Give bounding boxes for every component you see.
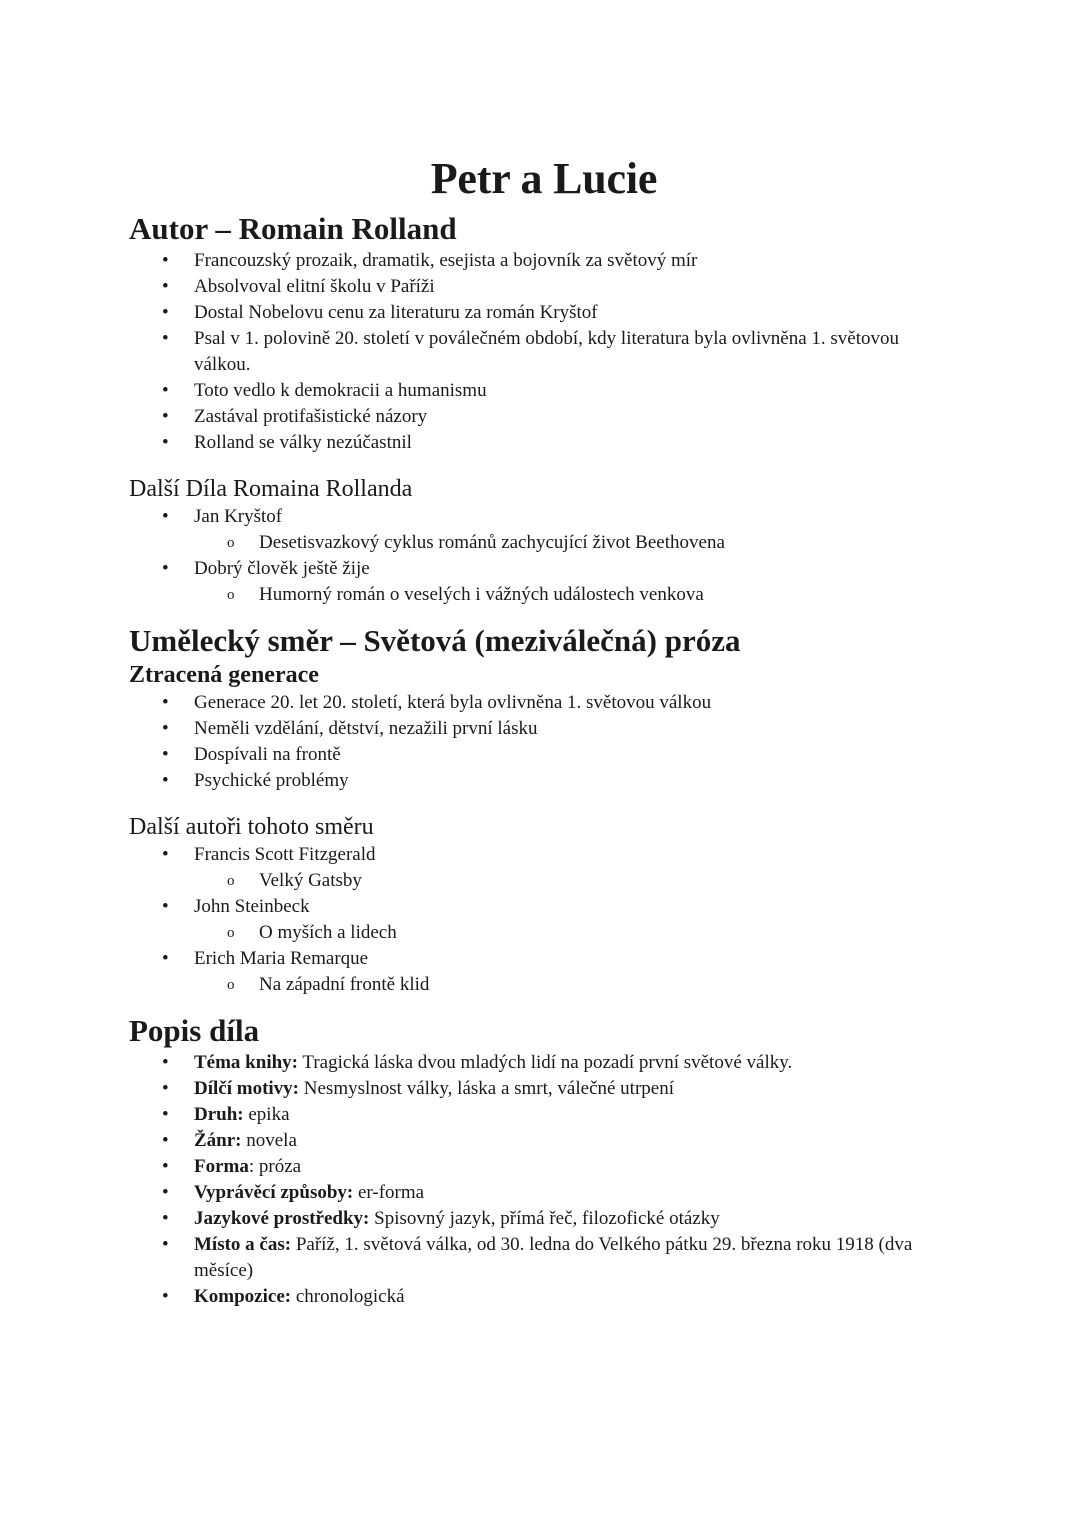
- section-popis-dila: [129, 1012, 959, 1310]
- list-item: [129, 1180, 959, 1206]
- bullet-disc-icon: •: [162, 1078, 169, 1099]
- bullet-disc-icon: •: [162, 558, 169, 579]
- list-item: • Generace 20. let 20. století, která byla ovlivněna 1. světovou válkou: [129, 690, 959, 716]
- item-value: er-forma: [353, 1182, 425, 1203]
- sub-list-item: o Na západní frontě klid: [129, 972, 959, 998]
- bullet-circle-icon: o: [227, 587, 235, 603]
- smer-list: [129, 690, 959, 794]
- heading-dalsi-dila: Další Díla Romaina Rollanda: [129, 476, 413, 502]
- item-value: Paříž, 1. světová válka, od 30. ledna do Velkého pátku 29. března roku 1918 (dva měsíce): [194, 1234, 913, 1281]
- list-item: • Toto vedlo k demokracii a humanismu: [129, 378, 959, 404]
- bullet-disc-icon: •: [162, 770, 169, 791]
- dalsi-autori-list: [129, 842, 959, 998]
- bullet-disc-icon: •: [162, 1130, 169, 1151]
- sub-list-item: o Humorný román o veselých i vážných událostech venkova: [129, 582, 959, 608]
- list-item: [129, 1284, 959, 1310]
- section-umelecky-smer: [129, 622, 959, 794]
- list-item: [129, 1206, 959, 1232]
- section-dalsi-dila: [129, 474, 959, 608]
- list-item: • Rolland se války nezúčastnil: [129, 430, 959, 456]
- list-item: • Dostal Nobelovu cenu za literaturu za román Kryštof: [129, 300, 959, 326]
- document-title: Petr a Lucie: [430, 154, 658, 203]
- bullet-disc-icon: •: [162, 1052, 169, 1073]
- bullet-disc-icon: •: [162, 250, 169, 271]
- bullet-disc-icon: •: [162, 406, 169, 427]
- bullet-disc-icon: •: [162, 692, 169, 713]
- item-key: Dílčí motivy:: [194, 1078, 300, 1099]
- item-value: Nesmyslnost války, láska a smrt, válečné utrpení: [299, 1078, 674, 1099]
- bullet-disc-icon: •: [162, 432, 169, 453]
- bullet-circle-icon: o: [227, 873, 235, 889]
- list-item: • Francouzský prozaik, dramatik, esejista a bojovník za světový mír: [129, 248, 959, 274]
- bullet-circle-icon: o: [227, 925, 235, 941]
- item-key: Druh:: [194, 1104, 244, 1125]
- bullet-disc-icon: •: [162, 844, 169, 865]
- item-value: epika: [243, 1104, 290, 1125]
- list-item: • John Steinbeck: [129, 894, 959, 920]
- bullet-disc-icon: •: [162, 506, 169, 527]
- bullet-disc-icon: •: [162, 380, 169, 401]
- subheading-ztracena-generace: Ztracená generace: [129, 662, 319, 688]
- bullet-disc-icon: •: [162, 1156, 169, 1177]
- item-key: Forma: [194, 1156, 249, 1177]
- popis-list: [129, 1050, 959, 1310]
- bullet-disc-icon: •: [162, 896, 169, 917]
- list-item: • Erich Maria Remarque: [129, 946, 959, 972]
- list-item: [129, 1102, 959, 1128]
- heading-autor: Autor – Romain Rolland: [129, 211, 457, 246]
- bullet-disc-icon: •: [162, 1234, 169, 1255]
- list-item: [129, 1232, 959, 1284]
- list-item: • Dospívali na frontě: [129, 742, 959, 768]
- bullet-disc-icon: •: [162, 718, 169, 739]
- bullet-circle-icon: o: [227, 535, 235, 551]
- list-item: • Zastával protifašistické názory: [129, 404, 959, 430]
- list-item: • Absolvoval elitní školu v Paříži: [129, 274, 959, 300]
- list-item: • Dobrý člověk ještě žije: [129, 556, 959, 582]
- sub-list-item: o O myších a lidech: [129, 920, 959, 946]
- sub-list-item: o Velký Gatsby: [129, 868, 959, 894]
- list-item: • Neměli vzdělání, dětství, nezažili první lásku: [129, 716, 959, 742]
- heading-popis-dila: Popis díla: [129, 1013, 260, 1048]
- item-value: chronologická: [291, 1286, 405, 1307]
- bullet-disc-icon: •: [162, 1208, 169, 1229]
- bullet-disc-icon: •: [162, 328, 169, 349]
- item-value: novela: [241, 1130, 297, 1151]
- list-item: [129, 1128, 959, 1154]
- bullet-disc-icon: •: [162, 1104, 169, 1125]
- heading-dalsi-autori: Další autoři tohoto směru: [129, 814, 374, 840]
- list-item: • Psychické problémy: [129, 768, 959, 794]
- dalsi-dila-list: [129, 504, 959, 608]
- item-value: : próza: [248, 1156, 302, 1177]
- item-value: Spisovný jazyk, přímá řeč, filozofické otázky: [369, 1208, 720, 1229]
- bullet-disc-icon: •: [162, 302, 169, 323]
- item-key: Místo a čas:: [194, 1234, 292, 1255]
- bullet-circle-icon: o: [227, 977, 235, 993]
- list-item: • Jan Kryštof: [129, 504, 959, 530]
- item-key: Téma knihy:: [194, 1052, 298, 1073]
- list-item: [129, 1154, 959, 1180]
- section-dalsi-autori: [129, 812, 959, 998]
- item-key: Žánr:: [194, 1130, 242, 1151]
- list-item: [129, 1050, 959, 1076]
- bullet-disc-icon: •: [162, 276, 169, 297]
- bullet-disc-icon: •: [162, 744, 169, 765]
- heading-umelecky-smer: Umělecký směr – Světová (meziválečná) próza: [129, 623, 741, 658]
- autor-list: [129, 248, 959, 456]
- bullet-disc-icon: •: [162, 1286, 169, 1307]
- sub-list-item: o Desetisvazkový cyklus románů zachycující život Beethovena: [129, 530, 959, 556]
- item-key: Jazykové prostředky:: [194, 1208, 370, 1229]
- list-item: • Francis Scott Fitzgerald: [129, 842, 959, 868]
- bullet-disc-icon: •: [162, 948, 169, 969]
- item-key: Vyprávěcí způsoby:: [194, 1182, 354, 1203]
- list-item: • Psal v 1. polovině 20. století v poválečném období, kdy literatura byla ovlivněna 1. světovou válkou.: [162, 328, 899, 375]
- item-value: Tragická láska dvou mladých lidí na pozadí první světové války.: [298, 1052, 793, 1073]
- list-item: [129, 1076, 959, 1102]
- item-key: Kompozice:: [194, 1286, 292, 1307]
- bullet-disc-icon: •: [162, 1182, 169, 1203]
- section-autor: [129, 210, 959, 456]
- document-page: [129, 150, 959, 1310]
